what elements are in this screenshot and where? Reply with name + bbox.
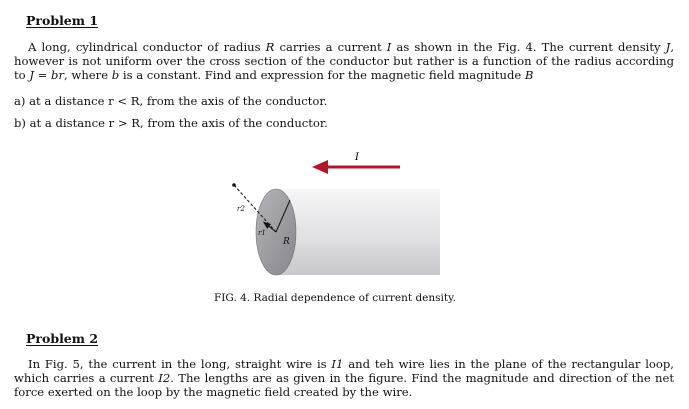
cylinder-body — [276, 189, 440, 275]
problem-2-statement: In Fig. 5, the current in the long, straight wire is I1 and teh wire lies in the plane of the rectangular loop, which carries a current I2. The lengths are as given in the figure. Find the magnitude and direction of the net force exerted on the loop by the magnetic field created by the wire. — [14, 357, 674, 399]
problem-1-part-a: a) at a distance r < R, from the axis of the conductor. — [14, 94, 328, 108]
problem-1-statement: A long, cylindrical conductor of radius R carries a current I as shown in the Fig. 4. The current density J, however is not uniform over the cross section of the conductor but rather is a function of the radius according to J = br, where b is a constant. Find and expression for the magnetic field magnitude B — [14, 40, 674, 82]
r1-label: r1 — [258, 229, 266, 237]
current-label: I — [355, 152, 359, 163]
figure-4-cylinder — [220, 145, 440, 285]
problem-2-title: Problem 2 — [26, 331, 99, 346]
r2-label: r2 — [237, 205, 245, 213]
problem-1-title: Problem 1 — [26, 13, 99, 28]
figure-4-caption: FIG. 4. Radial dependence of current density. — [214, 292, 456, 304]
problem-1-part-b: b) at a distance r > R, from the axis of the conductor. — [14, 116, 328, 130]
radius-label: R — [283, 237, 290, 247]
r2-point — [232, 183, 236, 187]
